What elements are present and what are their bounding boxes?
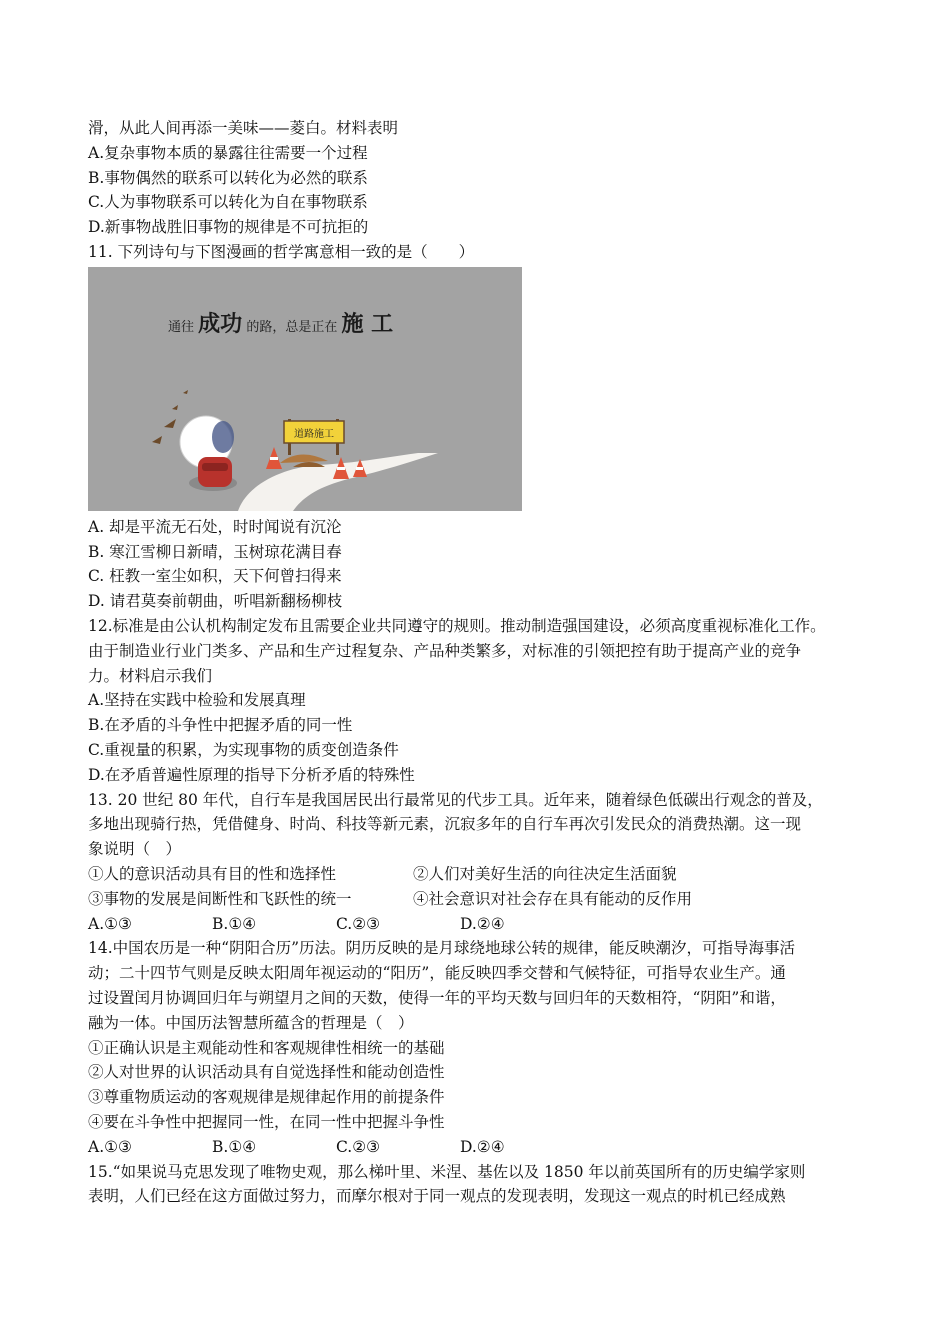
q14-item-3: ③尊重物质运动的客观规律是规律起作用的前提条件 xyxy=(88,1088,445,1107)
q10-option-d: D.新事物战胜旧事物的规律是不可抗拒的 xyxy=(88,218,369,237)
q11-stem: 11. 下列诗句与下图漫画的哲学寓意相一致的是（ ） xyxy=(88,242,475,261)
q10-option-a: A.复杂事物本质的暴露往往需要一个过程 xyxy=(88,143,368,162)
q14-choice-b: B.①④ xyxy=(212,1137,257,1156)
q12-stem-line-2: 由于制造业行业门类多、产品和生产过程复杂、产品种类繁多，对标准的引领把控有助于提高产业的竞争 xyxy=(88,641,802,660)
q11-option-a: A. 却是平流无石处，时时闻说有沉沦 xyxy=(88,517,342,536)
q12-stem-line-3: 力。材料启示我们 xyxy=(88,666,213,685)
backpack-pocket xyxy=(202,463,228,471)
exam-page xyxy=(88,116,878,1209)
sign-text: 道路施工 xyxy=(294,428,334,440)
q10-option-c: C.人为事物联系可以转化为自在事物联系 xyxy=(88,193,368,212)
q14-stem-line-2: 动；二十四节气则是反映太阳周年视运动的“阳历”，能反映四季交替和气候特征，可指导农业生产。通 xyxy=(88,964,786,983)
q12-option-c: C.重视量的积累，为实现事物的质变创造条件 xyxy=(88,740,399,759)
q14-choice-d: D.②④ xyxy=(460,1137,505,1156)
q14-stem-line-4: 融为一体。中国历法智慧所蕴含的哲理是（ ） xyxy=(88,1013,414,1032)
q13-choice-d: D.②④ xyxy=(460,914,505,933)
q14-choices xyxy=(88,1135,878,1160)
q10-option-b: B.事物偶然的联系可以转化为必然的联系 xyxy=(88,168,368,187)
q13-choices xyxy=(88,912,878,937)
q13-choice-c: C.②③ xyxy=(336,914,381,933)
q11-option-b: B. 寒江雪柳日新晴，玉树琼花满目春 xyxy=(88,542,342,561)
q14-choice-a: A.①③ xyxy=(88,1137,132,1156)
q13-items-row-1 xyxy=(88,862,878,887)
q13-item-4: ④社会意识对社会存在具有能动的反作用 xyxy=(413,889,693,908)
q14-choice-c: C.②③ xyxy=(336,1137,381,1156)
q13-item-3: ③事物的发展是间断性和飞跃性的统一 xyxy=(88,889,352,908)
q13-stem-line-2: 多地出现骑行热，凭借健身、时尚、科技等新元素，沉寂多年的自行车再次引发民众的消费热潮。这一现 xyxy=(88,815,802,834)
q13-item-1: ①人的意识活动具有目的性和选择性 xyxy=(88,864,337,883)
cartoon-headline-a: 通往 xyxy=(168,319,195,335)
cartoon-headline-b: 成功 xyxy=(198,311,243,337)
cartoon-headline-d: 施 工 xyxy=(341,311,394,337)
q11-option-c: C. 枉教一室尘如积，天下何曾扫得来 xyxy=(88,567,342,586)
q11-cartoon-image xyxy=(88,267,522,511)
q13-stem-line-1: 13. 20 世纪 80 年代，自行车是我国居民出行最常见的代步工具。近年来，随着绿色低碳出行观念的普及， xyxy=(88,790,823,809)
q12-option-b: B.在矛盾的斗争性中把握矛盾的同一性 xyxy=(88,716,353,735)
q13-choice-b: B.①④ xyxy=(212,914,257,933)
q12-option-d: D.在矛盾普遍性原理的指导下分析矛盾的特殊性 xyxy=(88,765,415,784)
q14-stem-line-1: 14.中国农历是一种“阴阳合历”历法。阴历反映的是月球绕地球公转的规律，能反映潮汐，可指导海事活 xyxy=(88,939,796,958)
q13-item-2: ②人们对美好生活的向往决定生活面貌 xyxy=(413,864,677,883)
q13-choice-a: A.①③ xyxy=(88,914,132,933)
cartoon-headline-c: 的路，总是正在 xyxy=(246,319,338,335)
q13-items-row-2 xyxy=(88,887,878,912)
q14-item-4: ④要在斗争性中把握同一性，在同一性中把握斗争性 xyxy=(88,1112,445,1131)
q14-item-1: ①正确认识是主观能动性和客观规律性相统一的基础 xyxy=(88,1038,445,1057)
q15-stem-line-1: 15.“如果说马克思发现了唯物史观，那么梯叶里、米涅、基佐以及 1850 年以前英国所有的历史编学家则 xyxy=(88,1162,806,1181)
q13-stem-line-3: 象说明（ ） xyxy=(88,840,182,859)
character-face-shade xyxy=(212,421,234,453)
q10-stem-end: 滑，从此人间再添一美味——菱白。材料表明 xyxy=(88,119,399,137)
q12-stem-line-1: 12.标准是由公认机构制定发布且需要企业共同遵守的规则。推动制造强国建设，必须高度重视标准化工作。 xyxy=(88,616,826,635)
q12-option-a: A.坚持在实践中检验和发展真理 xyxy=(88,691,306,710)
q11-option-d: D. 请君莫奏前朝曲，听唱新翻杨柳枝 xyxy=(88,592,343,611)
q15-stem-line-2: 表明，人们已经在这方面做过努力，而摩尔根对于同一观点的发现表明，发现这一观点的时机已经成熟 xyxy=(88,1187,786,1206)
backpack-icon xyxy=(198,457,232,487)
q14-item-2: ②人对世界的认识活动具有自觉选择性和能动创造性 xyxy=(88,1063,445,1082)
q14-stem-line-3: 过设置闰月协调回归年与朔望月之间的天数，使得一年的平均天数与回归年的天数相符，“阴阳”和谐， xyxy=(88,988,786,1007)
